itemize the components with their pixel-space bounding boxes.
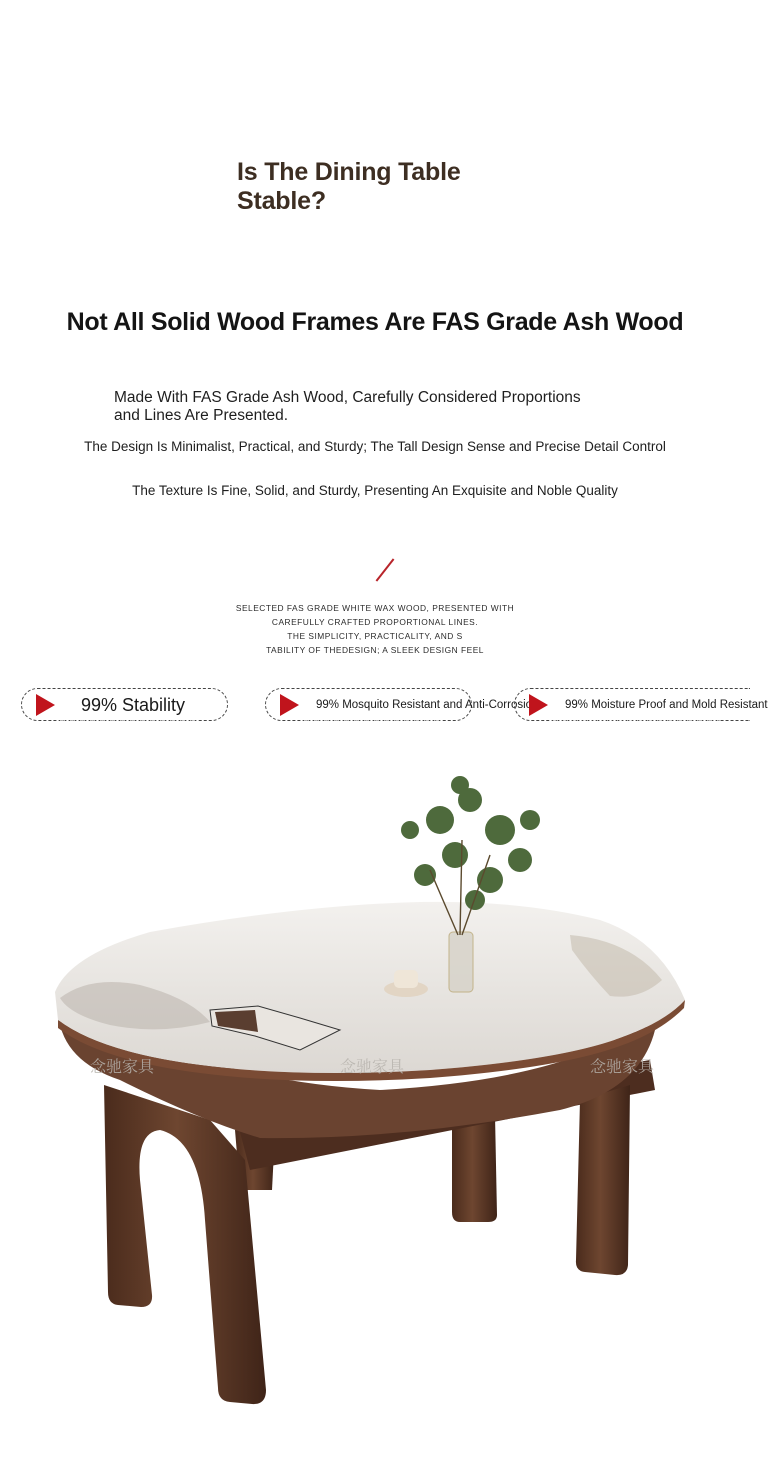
badge-label: 99% Stability [81,695,186,715]
photo-watermark: 念驰家具 [340,1057,405,1076]
badge-underline [58,720,197,721]
coffee-cup [394,970,418,988]
badge-label: 99% Mosquito Resistant and Anti-Corrosion [316,699,539,711]
red-slash-divider-icon [376,558,395,581]
caps-note-line-3: THE SIMPLICITY, PRACTICALITY, AND S [287,631,463,641]
description-paragraph-1 [114,389,634,425]
caps-note-line-1: SELECTED FAS GRADE WHITE WAX WOOD, PRESENTED WITH [235,603,515,613]
caps-note-line-2: CAREFULLY CRAFTED PROPORTIONAL LINES. [271,617,479,627]
question-title-line-1: Is The Dining Table [237,158,461,186]
badge-mosquito-resistant [265,688,539,721]
headline: Not All Solid Wood Frames Are FAS Grade Ash Wood [66,308,684,336]
photo-watermark: 念驰家具 [90,1057,155,1076]
caps-note-line-4: TABILITY OF THEDESIGN; A SLEEK DESIGN FEEL [266,645,484,655]
table-leg-front-right [576,1085,630,1275]
badge-label: 99% Moisture Proof and Mold Resistant [565,699,768,711]
plant-leaves [401,776,540,910]
description-paragraph-1-line-2: and Lines Are Presented. [114,407,289,424]
section-question-title [237,158,537,216]
description-paragraph-3: The Texture Is Fine, Solid, and Sturdy, Presenting An Exquisite and Noble Quality [132,483,618,498]
caps-note [0,601,750,657]
glass-vase [449,932,473,992]
dining-table-photo [0,760,750,1476]
badge-underline [302,720,441,721]
description-paragraph-2: The Design Is Minimalist, Practical, and Sturdy; The Tall Design Sense and Precise Detail Control [84,439,666,454]
badge-underline [551,720,720,721]
table-leg-back-right [452,1115,497,1222]
play-triangle-icon [529,694,548,716]
description-paragraph-1-line-1: Made With FAS Grade Ash Wood, Carefully Considered Proportions [114,389,581,406]
badge-stability [21,688,228,721]
badge-moisture-proof [514,688,768,721]
question-title-line-2: Stable? [237,187,326,215]
photo-watermark: 念驰家具 [590,1057,655,1076]
play-triangle-icon [36,694,55,716]
play-triangle-icon [280,694,299,716]
